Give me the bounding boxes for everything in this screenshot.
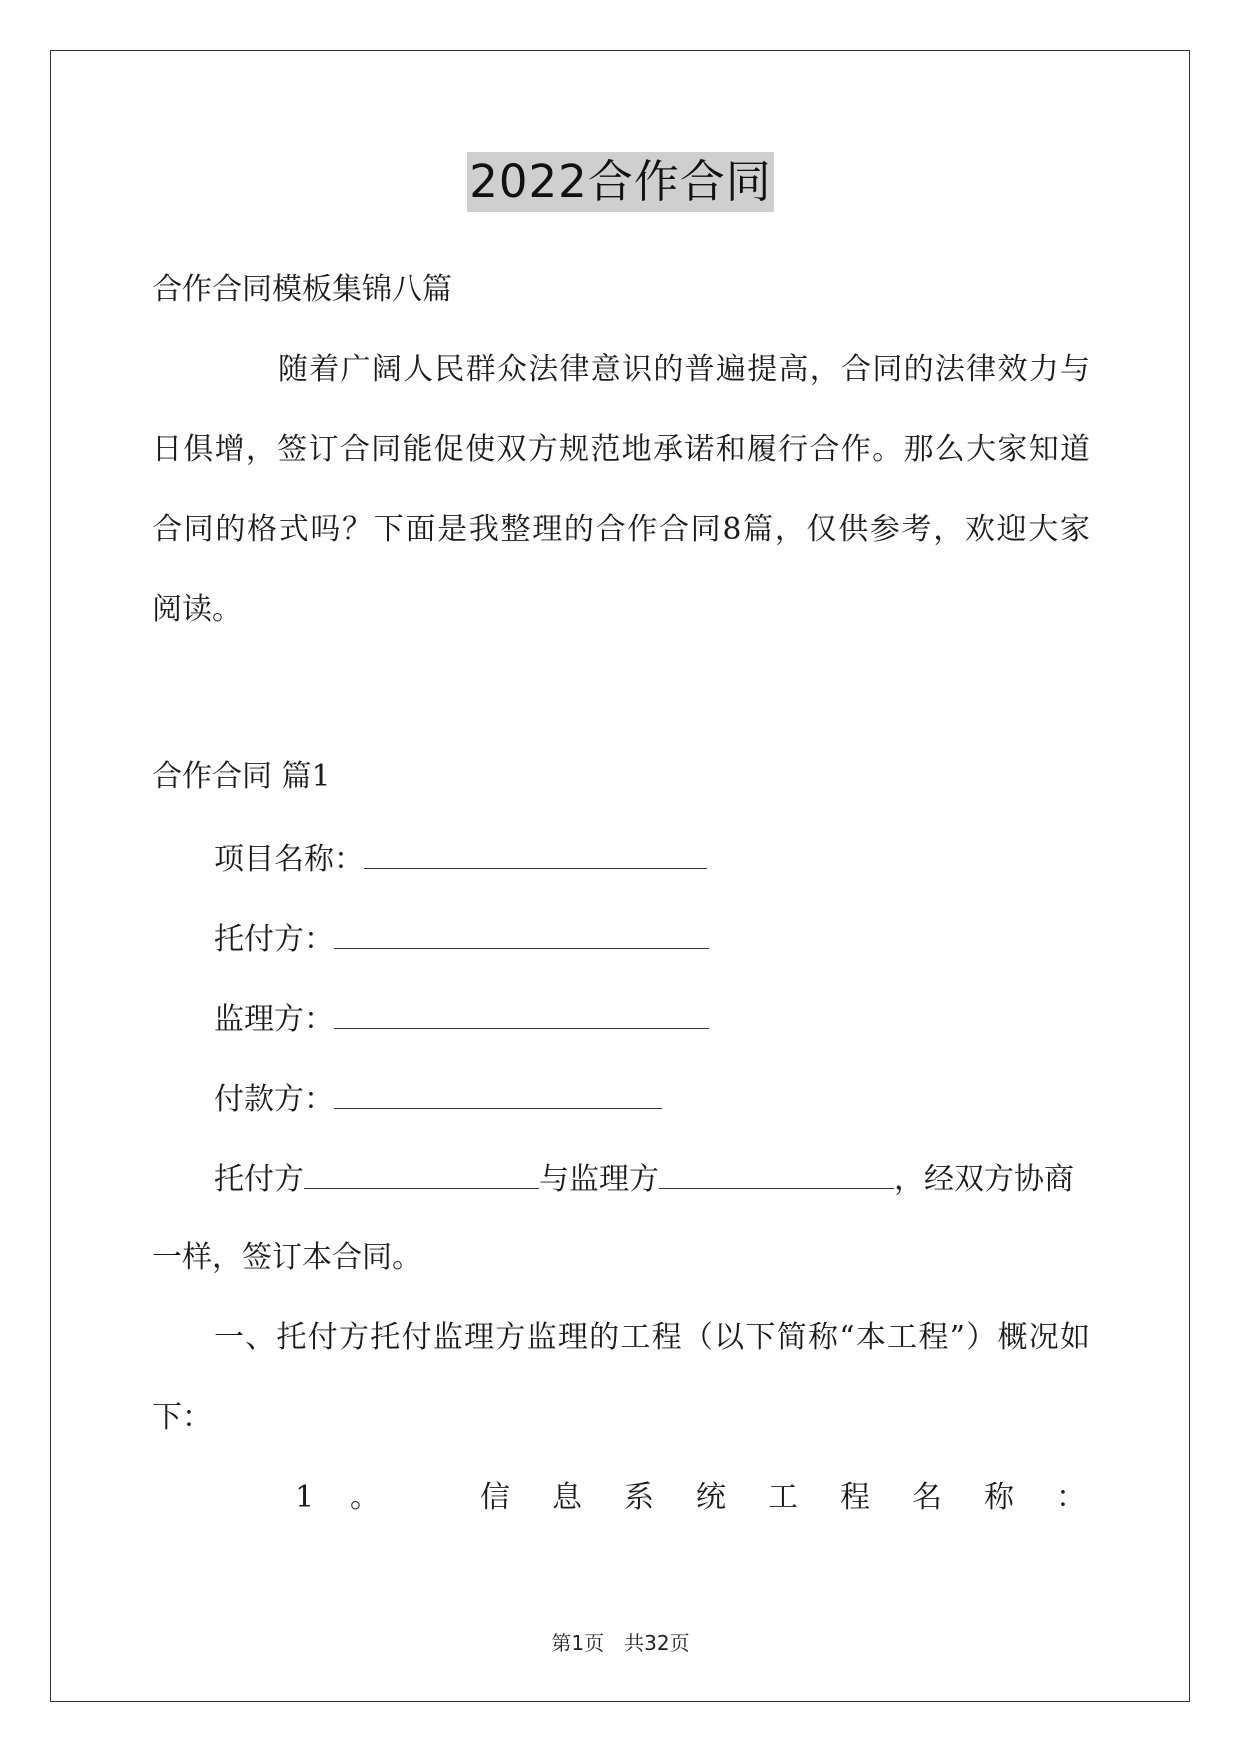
intro-line-4: 阅读。	[152, 592, 242, 627]
item-1-line	[152, 1478, 1090, 1518]
intro-line-1: 随着广阔人民群众法律意识的普遍提高，合同的法律效力与	[278, 352, 1090, 387]
footer-suffix: 页	[669, 1631, 690, 1655]
agreement-supervisor-blank	[659, 1158, 894, 1189]
item-1-char: 工	[768, 1480, 798, 1515]
document-title: 2022合作合同	[467, 152, 774, 212]
agreement-line-2: 一样，签订本合同。	[152, 1240, 422, 1275]
supervisor-blank	[334, 998, 709, 1029]
footer-middle: 页 共	[584, 1631, 645, 1655]
item-1-char: 1	[295, 1480, 315, 1515]
intro-line-2: 日俱增，签订合同能促使双方规范地承诺和履行合作。那么大家知道	[152, 432, 1090, 467]
item-1-char: 统	[696, 1480, 726, 1515]
footer-prefix: 第	[551, 1631, 572, 1655]
section-heading: 合作合同 篇1	[152, 759, 331, 794]
item-1-char: 。	[350, 1480, 380, 1515]
item-1-char: 名	[912, 1480, 942, 1515]
item-1-char: 称	[984, 1480, 1014, 1515]
supervisor-row	[214, 998, 709, 1040]
item-1-char: ：	[1056, 1480, 1086, 1515]
page-footer	[0, 1630, 1241, 1656]
intro-line-3: 合同的格式吗？下面是我整理的合作合同8篇，仅供参考，欢迎大家	[152, 512, 1090, 547]
project-name-blank	[364, 838, 707, 869]
payer-label: 付款方：	[214, 1082, 334, 1117]
item-1-char: 信	[480, 1480, 510, 1515]
agreement-client-blank	[304, 1158, 539, 1189]
title-container	[0, 152, 1241, 212]
payer-row	[214, 1078, 662, 1120]
payer-blank	[334, 1078, 662, 1109]
client-label: 托付方：	[214, 922, 334, 957]
document-subtitle: 合作合同模板集锦八篇	[152, 272, 452, 307]
agreement-consult: ，经双方协商	[894, 1162, 1074, 1197]
supervisor-label: 监理方：	[214, 1002, 334, 1037]
footer-total-pages: 32	[644, 1631, 670, 1655]
item-1-char: 程	[840, 1480, 870, 1515]
project-name-label: 项目名称：	[214, 842, 364, 877]
item-1-char: 系	[624, 1480, 654, 1515]
footer-page-number: 1	[571, 1631, 585, 1655]
client-blank	[334, 918, 709, 949]
clause-1-line-2: 下：	[152, 1400, 212, 1435]
agreement-client: 托付方	[214, 1162, 304, 1197]
project-name-row	[214, 838, 707, 880]
agreement-supervisor: 与监理方	[539, 1162, 659, 1197]
client-row	[214, 918, 709, 960]
item-1-char: 息	[552, 1480, 582, 1515]
clause-1-line-1: 一、托付方托付监理方监理的工程（以下简称“本工程”）概况如	[214, 1320, 1090, 1355]
agreement-line-1	[214, 1158, 1074, 1200]
